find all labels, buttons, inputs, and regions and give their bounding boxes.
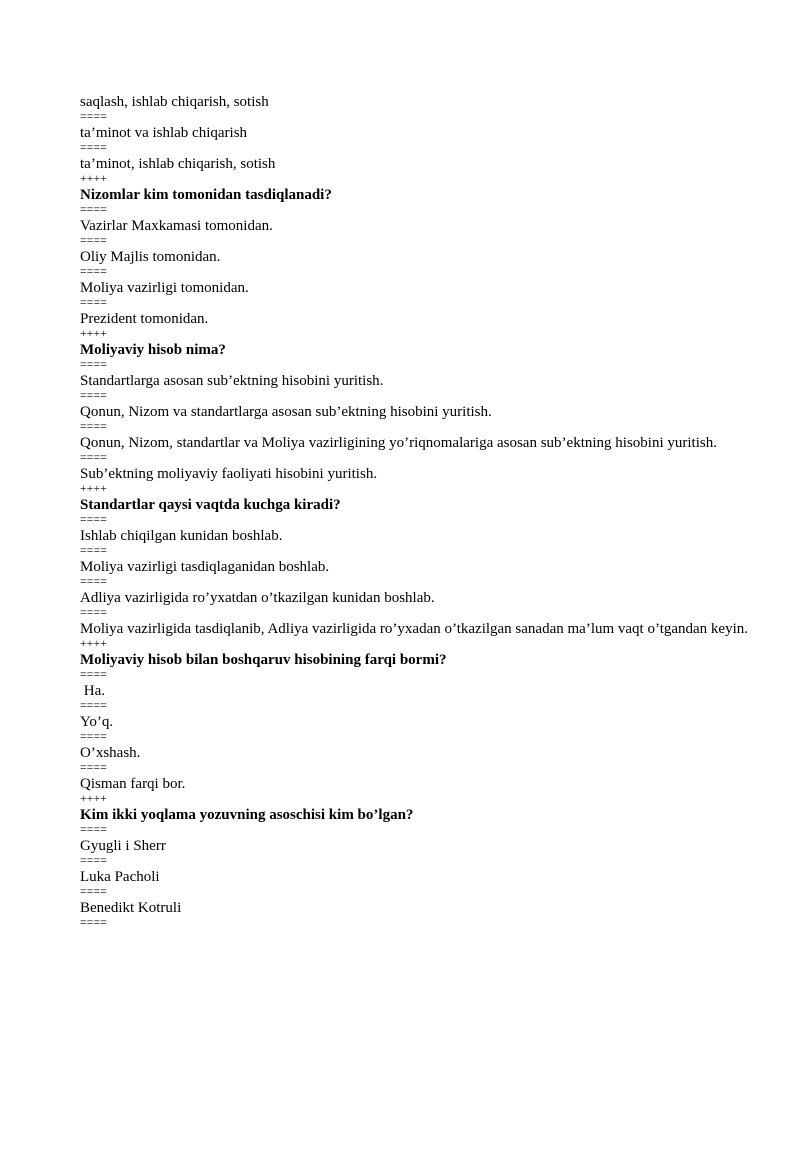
answer-option: Qisman farqi bor. [80, 776, 186, 792]
answer-option: Prezident tomonidan. [80, 311, 209, 327]
answer-separator: ==== [80, 235, 108, 247]
answer-option: ta’minot va ishlab chiqarish [80, 125, 248, 141]
answer-separator: ==== [80, 204, 108, 216]
answer-separator: ==== [80, 731, 108, 743]
answer-option: Benedikt Kotruli [80, 900, 182, 916]
answer-option: Oliy Majlis tomonidan. [80, 249, 221, 265]
answer-separator: ==== [80, 824, 108, 836]
answer-separator: ==== [80, 886, 108, 898]
question-separator: ++++ [80, 638, 108, 650]
answer-separator: ==== [80, 576, 108, 588]
answer-separator: ==== [80, 390, 108, 402]
question-separator: ++++ [80, 793, 108, 805]
answer-separator: ==== [80, 762, 108, 774]
answer-option: Ishlab chiqilgan kunidan boshlab. [80, 528, 283, 544]
answer-option: Luka Pacholi [80, 869, 160, 885]
answer-option: Moliya vazirligi tasdiqlaganidan boshlab. [80, 559, 330, 575]
answer-option: Standartlarga asosan sub’ektning hisobini yuritish. [80, 373, 384, 389]
question-text: Moliyaviy hisob bilan boshqaruv hisobining farqi bormi? [80, 652, 447, 668]
question-text: Standartlar qaysi vaqtda kuchga kiradi? [80, 497, 341, 513]
answer-separator: ==== [80, 514, 108, 526]
answer-option: Yo’q. [80, 714, 114, 730]
answer-separator: ==== [80, 266, 108, 278]
document-body [80, 93, 780, 930]
answer-option: Vazirlar Maxkamasi tomonidan. [80, 218, 273, 234]
answer-option: ta’minot, ishlab chiqarish, sotish [80, 156, 276, 172]
answer-option: O’xshash. [80, 745, 141, 761]
answer-separator: ==== [80, 421, 108, 433]
answer-separator: ==== [80, 917, 108, 929]
question-separator: ++++ [80, 328, 108, 340]
answer-option: Adliya vazirligida ro’yxatdan o’tkazilgan kunidan boshlab. [80, 590, 435, 606]
question-text: Kim ikki yoqlama yozuvning asoschisi kim bo’lgan? [80, 807, 414, 823]
answer-separator: ==== [80, 359, 108, 371]
answer-option: Qonun, Nizom, standartlar va Moliya vazirligining yo’riqnomalariga asosan sub’ektning hisobini yuritish. [80, 435, 717, 451]
answer-separator: ==== [80, 700, 108, 712]
answer-separator: ==== [80, 111, 108, 123]
question-separator: ++++ [80, 173, 108, 185]
question-text: Nizomlar kim tomonidan tasdiqlanadi? [80, 187, 332, 203]
answer-option: saqlash, ishlab chiqarish, sotish [80, 94, 269, 110]
answer-option: Gyugli i Sherr [80, 838, 166, 854]
answer-option: Qonun, Nizom va standartlarga asosan sub’ektning hisobini yuritish. [80, 404, 492, 420]
answer-separator: ==== [80, 297, 108, 309]
answer-option: Moliya vazirligi tomonidan. [80, 280, 249, 296]
answer-separator: ==== [80, 545, 108, 557]
answer-separator: ==== [80, 607, 108, 619]
answer-separator: ==== [80, 452, 108, 464]
answer-separator: ==== [80, 142, 108, 154]
answer-option: Sub’ektning moliyaviy faoliyati hisobini yuritish. [80, 466, 378, 482]
answer-separator: ==== [80, 669, 108, 681]
answer-separator: ==== [80, 855, 108, 867]
question-text: Moliyaviy hisob nima? [80, 342, 226, 358]
question-separator: ++++ [80, 483, 108, 495]
answer-option: Moliya vazirligida tasdiqlanib, Adliya vazirligida ro’yxadan o’tkazilgan sanadan ma’lum vaqt o’tgandan keyin. [80, 621, 749, 637]
answer-option: Ha. [80, 683, 105, 699]
